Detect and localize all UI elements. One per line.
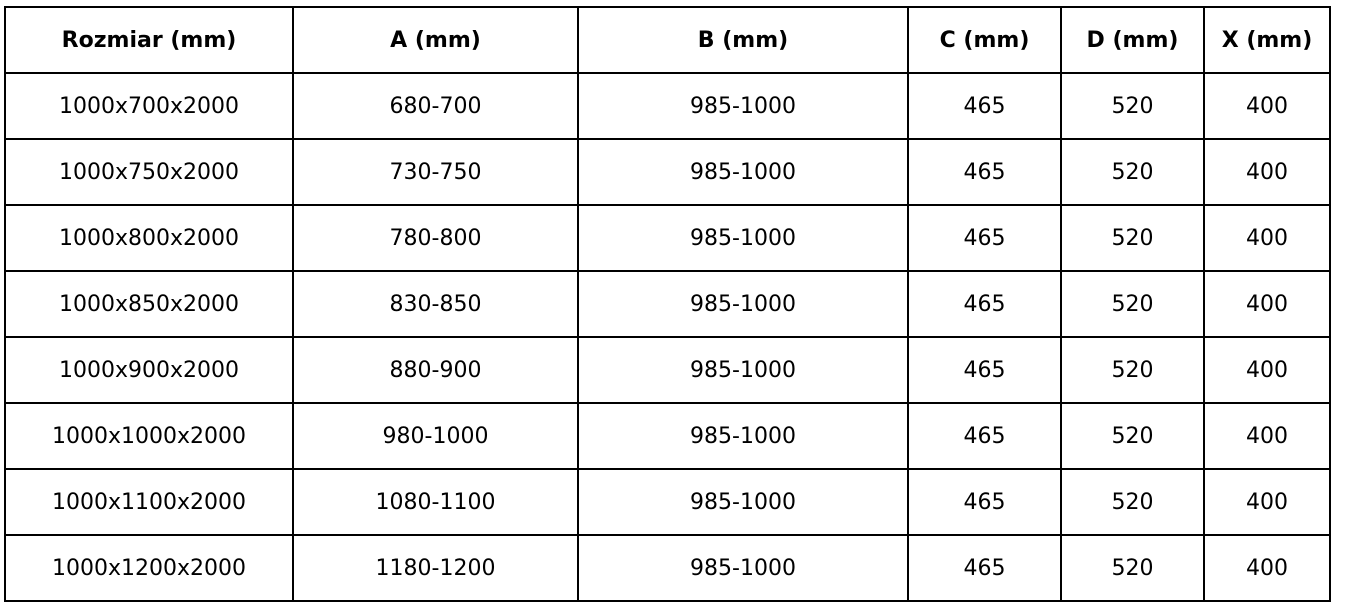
cell-a: 880-900 [293,337,578,403]
cell-x: 400 [1204,535,1330,601]
column-header-b: B (mm) [578,7,908,73]
cell-x: 400 [1204,139,1330,205]
cell-d: 520 [1061,469,1204,535]
table-row [5,535,1330,601]
table-row [5,73,1330,139]
cell-d: 520 [1061,73,1204,139]
cell-c: 465 [908,205,1061,271]
cell-b: 985-1000 [578,205,908,271]
column-header-x: X (mm) [1204,7,1330,73]
table-row [5,403,1330,469]
cell-a: 680-700 [293,73,578,139]
table-row [5,205,1330,271]
cell-c: 465 [908,139,1061,205]
cell-rozmiar: 1000x1100x2000 [5,469,293,535]
table-header-row [5,7,1330,73]
cell-a: 980-1000 [293,403,578,469]
cell-x: 400 [1204,469,1330,535]
cell-c: 465 [908,469,1061,535]
cell-rozmiar: 1000x850x2000 [5,271,293,337]
cell-a: 780-800 [293,205,578,271]
cell-d: 520 [1061,205,1204,271]
cell-d: 520 [1061,271,1204,337]
cell-b: 985-1000 [578,469,908,535]
table-row [5,337,1330,403]
cell-a: 1180-1200 [293,535,578,601]
cell-d: 520 [1061,535,1204,601]
table-row [5,271,1330,337]
cell-x: 400 [1204,337,1330,403]
dimensions-table [4,6,1331,602]
table-body [5,73,1330,601]
column-header-rozmiar: Rozmiar (mm) [5,7,293,73]
cell-x: 400 [1204,73,1330,139]
column-header-a: A (mm) [293,7,578,73]
cell-b: 985-1000 [578,403,908,469]
cell-b: 985-1000 [578,337,908,403]
table-header [5,7,1330,73]
cell-x: 400 [1204,403,1330,469]
cell-rozmiar: 1000x1000x2000 [5,403,293,469]
cell-c: 465 [908,271,1061,337]
cell-c: 465 [908,403,1061,469]
table-row [5,139,1330,205]
cell-d: 520 [1061,139,1204,205]
cell-a: 1080-1100 [293,469,578,535]
cell-d: 520 [1061,403,1204,469]
cell-d: 520 [1061,337,1204,403]
cell-rozmiar: 1000x1200x2000 [5,535,293,601]
cell-b: 985-1000 [578,73,908,139]
cell-a: 830-850 [293,271,578,337]
table-row [5,469,1330,535]
cell-c: 465 [908,73,1061,139]
column-header-d: D (mm) [1061,7,1204,73]
cell-x: 400 [1204,205,1330,271]
cell-c: 465 [908,535,1061,601]
cell-a: 730-750 [293,139,578,205]
cell-rozmiar: 1000x800x2000 [5,205,293,271]
cell-c: 465 [908,337,1061,403]
column-header-c: C (mm) [908,7,1061,73]
cell-rozmiar: 1000x700x2000 [5,73,293,139]
cell-b: 985-1000 [578,271,908,337]
cell-b: 985-1000 [578,139,908,205]
cell-x: 400 [1204,271,1330,337]
cell-rozmiar: 1000x750x2000 [5,139,293,205]
cell-rozmiar: 1000x900x2000 [5,337,293,403]
dimensions-table-container [0,6,1357,595]
cell-b: 985-1000 [578,535,908,601]
